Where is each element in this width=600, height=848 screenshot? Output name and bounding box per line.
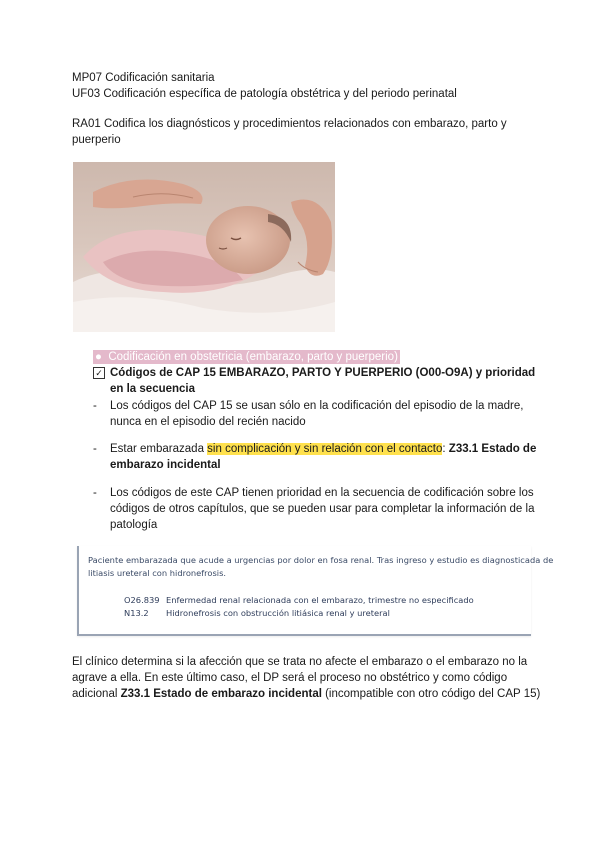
conclusion-line-2: agrave a ella. En este último caso, el DP será el proceso no obstétrico y como código: [72, 672, 508, 684]
case-text-line-1: Paciente embarazada que acude a urgencias por dolor en fosa renal. Tras ingreso y estudio es diagnosticada de: [88, 555, 554, 565]
check-title-line-2: en la secuencia: [110, 383, 196, 395]
dash-marker: -: [93, 443, 97, 455]
point-3-line-2: códigos de otros capítulos, que se pueden usar para completar la información de la: [110, 503, 535, 515]
point-1-line-2: nunca en el episodio del recién nacido: [110, 416, 306, 428]
code-row: [124, 607, 390, 620]
case-text-line-2: litiasis ureteral con hidronefrosis.: [88, 568, 227, 578]
check-title-line-1: Códigos de CAP 15 EMBARAZO, PARTO Y PUERPERIO (O00-O9A) y prioridad: [110, 367, 536, 379]
point-2-line-2: embarazo incidental: [110, 459, 221, 471]
point-3-line-3: patología: [110, 519, 158, 531]
objective-line-2: puerperio: [72, 134, 121, 146]
conclusion-line-1: El clínico determina si la afección que se trata no afecte el embarazo o el embarazo no la: [72, 656, 528, 668]
checkbox-checked-icon: ✓: [93, 367, 105, 379]
case-example-box: [77, 546, 554, 636]
objective-line-1: RA01 Codifica los diagnósticos y procedimientos relacionados con embarazo, parto y: [72, 118, 507, 130]
code-value: N13.2: [124, 608, 149, 618]
point-3-line-1: Los códigos de este CAP tienen prioridad en la secuencia de codificación sobre los: [110, 487, 534, 499]
dash-marker: -: [93, 400, 97, 412]
point-2-line-1: Estar embarazada sin complicación y sin relación con el contacto: Z33.1 Estado de: [110, 443, 537, 455]
highlighted-text: sin complicación y sin relación con el contacto: [207, 443, 443, 455]
dash-marker: -: [93, 487, 97, 499]
unit-title: UF03 Codificación específica de patología obstétrica y del periodo perinatal: [72, 88, 457, 100]
module-title: MP07 Codificación sanitaria: [72, 72, 215, 84]
code-value: O26.839: [124, 595, 160, 605]
conclusion-line-3: adicional Z33.1 Estado de embarazo incidental (incompatible con otro código del CAP 15): [72, 688, 541, 700]
point-1-line-1: Los códigos del CAP 15 se usan sólo en la codificación del episodio de la madre,: [110, 400, 524, 412]
bullet-dot-icon: ●: [95, 351, 109, 363]
topic-bullet: ● Codificación en obstetricia (embarazo, parto y puerperio): [95, 351, 398, 363]
newborn-photo: [73, 162, 335, 332]
code-row: [124, 594, 474, 607]
code-description: Enfermedad renal relacionada con el embarazo, trimestre no especificado: [166, 595, 474, 605]
code-description: Hidronefrosis con obstrucción litiásica renal y ureteral: [166, 608, 390, 618]
